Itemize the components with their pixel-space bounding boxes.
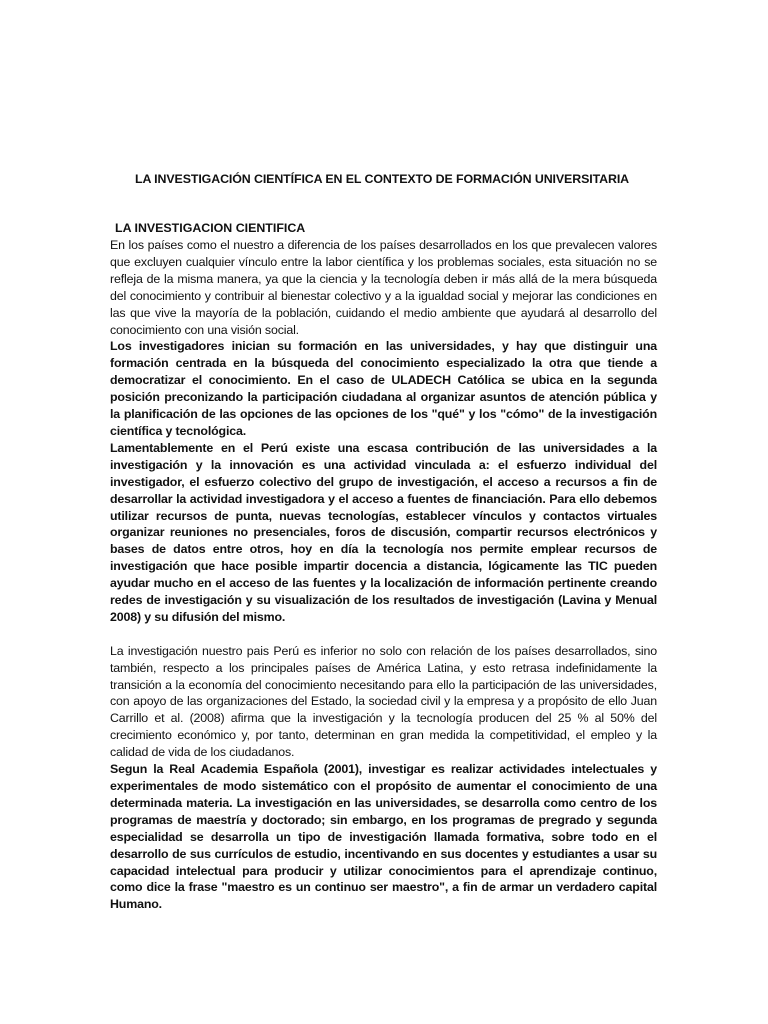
- document-body: [110, 237, 657, 913]
- paragraph-1: En los países como el nuestro a diferencia de los países desarrollados en los que prevalecen valores que excluyen cualquier vínculo entre la labor científica y los problemas sociales, esta situación no se refleja de la misma manera, ya que la ciencia y la tecnología deben ir más allá de la mera búsqueda del conocimiento y contribuir al bienestar colectivo y a la igualdad social y mejorar las condiciones en las que vive la mayoría de la población, cuidando el medio ambiente que ayudará al desarrollo del conocimiento con una visión social.: [110, 238, 657, 337]
- paragraph-3: Lamentablemente en el Perú existe una escasa contribución de las universidades a la investigación y la innovación es una actividad vinculada a: el esfuerzo individual del investigador, el esfuerzo colectivo del grupo de investigación, el acceso a recursos a fin de desarrollar la actividad investigadora y el acceso a fuentes de financiación. Para ello debemos utilizar recursos de punta, nuevas tecnologías, establecer vínculos y contactos virtuales organizar reuniones no presenciales, foros de discusión, compartir recursos electrónicos y bases de datos entre otros, hoy en día la tecnología nos permite emplear recursos de investigación que hace posible impartir docencia a distancia, lógicamente las TIC pueden ayudar mucho en el acceso de las fuentes y la localización de información pertinente creando redes de investigación y su visualización de los resultados de investigación (Lavina y Menual 2008) y su difusión del mismo.: [110, 440, 657, 624]
- section-heading: LA INVESTIGACION CIENTIFICA: [115, 221, 306, 235]
- paragraph-4: La investigación nuestro pais Perú es inferior no solo con relación de los países desarrollados, sino también, respecto a los principales países de América Latina, y esto retrasa indefinidamente la transición a la economía del conocimiento necesitando para ello la participación de las universidades, con apoyo de las organizaciones del Estado, la sociedad civil y la empresa y a propósito de ello Juan Carrillo et al. (2008) afirma que la investigación y la tecnología producen del 25 % al 50% del crecimiento económico y, por tanto, determinan en gran medida la competitividad, el empleo y la calidad de vida de los ciudadanos.: [110, 643, 657, 760]
- paragraph-2: Los investigadores inician su formación en las universidades, y hay que distinguir una formación centrada en la búsqueda del conocimiento especializado la otra que tiende a democratizar el conocimiento. En el caso de ULADECH Católica se ubica en la segunda posición preconizando la participación ciudadana al organizar asuntos de atención pública y la planificación de las opciones de las opciones de los "qué" y los "cómo" de la investigación científica y tecnológica.: [110, 339, 657, 438]
- document-title: LA INVESTIGACIÓN CIENTÍFICA EN EL CONTEXTO DE FORMACIÓN UNIVERSITARIA: [134, 172, 630, 186]
- paragraph-5: Segun la Real Academia Española (2001), investigar es realizar actividades intelectuales y experimentales de modo sistemático con el propósito de aumentar el conocimiento de una determinada materia. La investigación en las universidades, se desarrolla como centro de los programas de maestría y doctorado; sin embargo, en los programas de pregrado y segunda especialidad se desarrolla un tipo de investigación llamada formativa, sobre todo en el desarrollo de sus currículos de estudio, incentivando en sus docentes y estudiantes a usar su capacidad intelectual para producir y utilizar conocimientos para el aprendizaje continuo, como dice la frase "maestro es un continuo ser maestro", a fin de armar un verdadero capital Humano.: [110, 762, 657, 912]
